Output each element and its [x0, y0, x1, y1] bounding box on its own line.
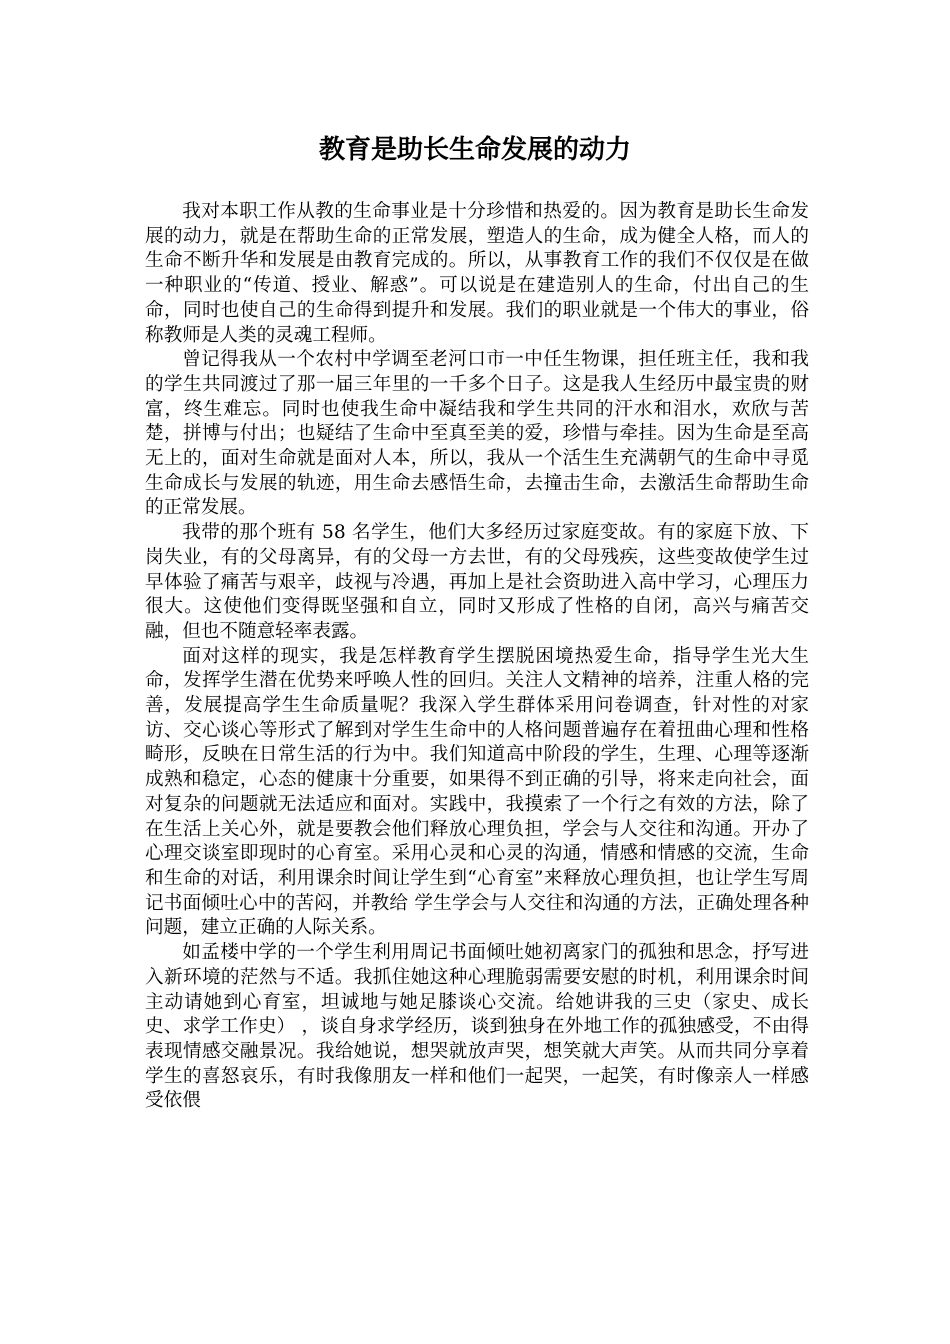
paragraph-4: 面对这样的现实，我是怎样教育学生摆脱困境热爱生命，指导学生光大生命，发挥学生潜在优势来呼唤人性的回归。关注人文精神的培养，注重人格的完善，发展提高学生生命质量呢？我深入学生群体采用问卷调查，针对性的对家访、交心谈心等形式了解到对学生生命中的人格问题普遍存在着扭曲心理和性格畸形，反映在日常生活的行为中。我们知道高中阶段的学生，生理、心理等逐渐成熟和稳定，心态的健康十分重要，如果得不到正确的引导，将来走向社会，面对复杂的问题就无法适应和面对。实践中，我摸索了一个行之有效的方法，除了在生活上关心外，就是要教会他们释放心理负担，学会与人交往和沟通。开办了心理交谈室即现时的心育室。采用心灵和心灵的沟通，情感和情感的交流，生命和生命的对话，利用课余时间让学生到“心育室”来释放心理负担，也让学生写周记书面倾吐心中的苦闷，并教给 学生学会与人交往和沟通的方法，正确处理各种问题，建立正确的人际关系。: [145, 645, 809, 939]
paragraph-3: 我带的那个班有 58 名学生，他们大多经历过家庭变故。有的家庭下放、下岗失业，有的父母离异，有的父母一方去世，有的父母残疾，这些变故使学生过早体验了痛苦与艰辛，歧视与冷遇，再加上是社会资助进入高中学习，心理压力很大。这使他们变得既坚强和自立，同时又形成了性格的自闭，高兴与痛苦交融，但也不随意轻率表露。: [145, 522, 809, 642]
paragraph-1: 我对本职工作从教的生命事业是十分珍惜和热爱的。因为教育是助长生命发展的动力，就是在帮助生命的正常发展，塑造人的生命，成为健全人格，而人的生命不断升华和发展是由教育完成的。所以，从事教育工作的我们不仅仅是在做一种职业的“传道、授业、解惑”。可以说是在建造别人的生命，付出自己的生命，同时也使自己的生命得到提升和发展。我们的职业就是一个伟大的事业，俗称教师是人类的灵魂工程师。: [145, 201, 809, 346]
paragraph-2: 曾记得我从一个农村中学调至老河口市一中任生物课，担任班主任，我和我的学生共同渡过了那一届三年里的一千多个日子。这是我人生经历中最宝贵的财富，终生难忘。同时也使我生命中凝结我和学生共同的汗水和泪水，欢欣与苦楚，拼博与付出；也疑结了生命中至真至美的爱，珍惜与牵挂。因为生命是至高无上的，面对生命就是面对人本，所以，我从一个活生生充满朝气的生命中寻觅生命成长与发展的轨迹，用生命去感悟生命，去撞击生命，去激活生命帮助生命的正常发展。: [145, 349, 809, 519]
document-title: 教育是助长生命发展的动力: [318, 135, 631, 165]
document-body: [145, 200, 809, 1114]
paragraph-5: 如孟楼中学的一个学生利用周记书面倾吐她初离家门的孤独和思念，抒写进入新环境的茫然与不适。我抓住她这种心理脆弱需要安慰的时机，利用课余时间主动请她到心育室，坦诚地与她足膝谈心交流。给她讲我的三史（家史、成长史、求学工作史） ，谈自身求学经历，谈到独身在外地工作的孤独感受，不由得表现情感交融景况。我给她说，想哭就放声哭，想笑就大声笑。从而共同分享着学生的喜怒哀乐，有时我像朋友一样和他们一起哭，一起笑，有时像亲人一样感受依偎: [145, 942, 809, 1112]
